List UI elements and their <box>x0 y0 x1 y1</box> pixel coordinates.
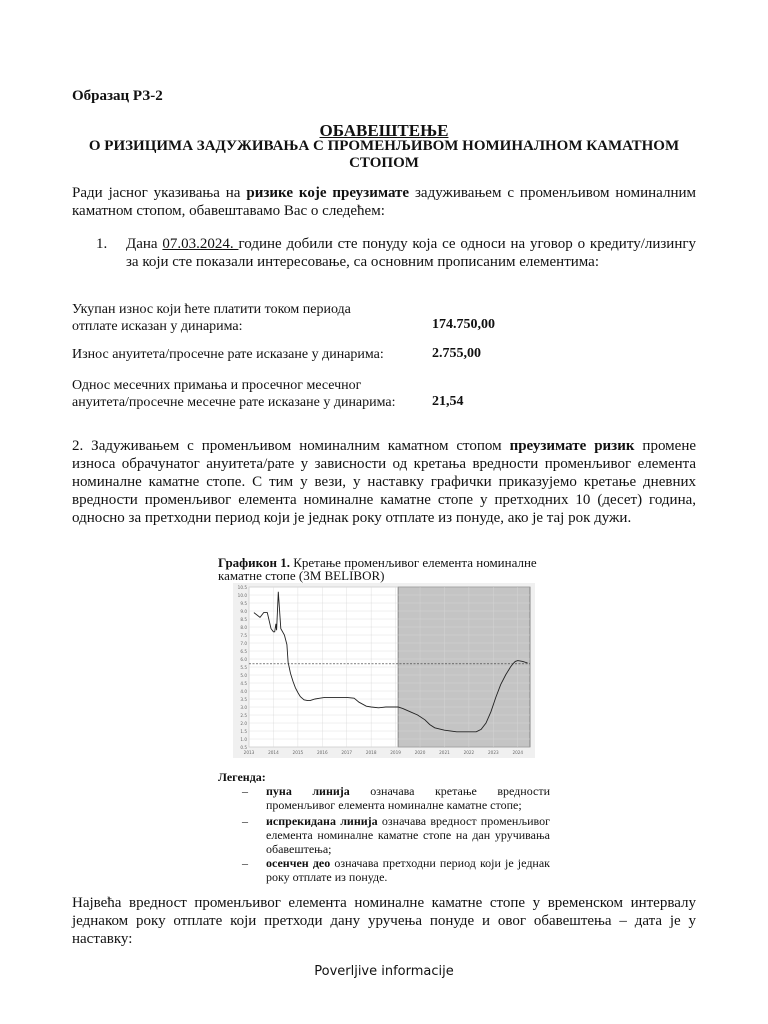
legend-bullet: – <box>242 784 248 798</box>
offer-date: 07.03.2024. <box>162 236 239 252</box>
x-tick-label: 2013 <box>243 750 255 755</box>
subtitle-line-1: О РИЗИЦИМА ЗАДУЖИВАЊА С ПРОМЕНЉИВОМ НОМИНАЛНОМ КАМАТНОМ <box>88 138 680 154</box>
document-title: ОБАВЕШТЕЊЕ <box>319 121 449 140</box>
annuity-label: Износ ануитета/просечне рате исказане у динарима: <box>72 347 384 362</box>
y-tick-label: 10.5 <box>237 585 247 590</box>
y-tick-label: 2.0 <box>240 721 247 726</box>
income-ratio-label-line-2: ануитета/просечне месечне рате исказане у динарима: <box>72 395 396 410</box>
closing-paragraph: Највећа вредност променљивог елемента номиналне каматне стопе у временском интервалу једнаком року отплате који претходи дану уручења понуде и овог обавештења – дата је у наставку: <box>72 895 696 947</box>
x-tick-label: 2020 <box>414 750 426 755</box>
item-2-bold: преузимате ризик <box>509 438 635 454</box>
y-tick-label: 4.5 <box>240 681 247 686</box>
belibor-chart <box>233 583 535 758</box>
x-tick-label: 2021 <box>439 750 450 755</box>
item-2-number: 2. <box>72 438 84 454</box>
legend-solid-term: пуна линија <box>266 784 350 798</box>
intro-text: Ради јасног указивања на <box>72 185 247 201</box>
legend-item-solid <box>242 784 550 812</box>
legend-item-dashed <box>242 814 550 856</box>
chart-caption-text: Кретање променљивог елемента номиналне каматне стопе (3М BELIBOR) <box>218 555 537 583</box>
legend-shaded-text: означава претходни период који је једнак року отплате из понуде. <box>266 856 550 884</box>
legend-item-shaded <box>242 856 550 884</box>
item-2 <box>72 437 696 527</box>
y-tick-label: 8.5 <box>240 617 247 622</box>
legend-dashed-term: испрекидана линија <box>266 814 378 828</box>
y-tick-label: 0.5 <box>240 745 247 750</box>
x-tick-label: 2015 <box>292 750 304 755</box>
intro-paragraph <box>72 184 696 220</box>
y-tick-label: 3.0 <box>240 705 247 710</box>
legend-dashed-text: означава вредност променљивог елемента номиналне каматне стопе на дан уручивања обавештења; <box>266 814 550 856</box>
total-amount-value: 174.750,00 <box>432 317 495 332</box>
item-1-text-end: године добили сте понуду која се односи на уговор о кредиту/лизингу за који сте показали интересовање, са основним прописаним елементима: <box>126 236 697 270</box>
total-amount-label <box>72 301 351 335</box>
intro-bold: ризике које преузимате <box>246 185 410 201</box>
total-amount-label-line-2: отплате исказан у динарима: <box>72 319 243 334</box>
y-tick-label: 6.0 <box>240 657 247 662</box>
document-subtitle <box>72 138 696 172</box>
annuity-value: 2.755,00 <box>432 346 481 361</box>
x-tick-label: 2014 <box>268 750 279 755</box>
x-tick-label: 2023 <box>488 750 499 755</box>
x-tick-label: 2017 <box>341 750 353 755</box>
income-ratio-value: 21,54 <box>432 394 464 409</box>
x-tick-label: 2016 <box>316 750 328 755</box>
item-2-text: Задуживањем с променљивом номиналним каматном стопом <box>83 438 510 454</box>
y-tick-label: 7.5 <box>240 633 247 638</box>
y-tick-label: 10.0 <box>237 593 247 598</box>
income-ratio-label-line-1: Однос месечних примања и просечног месечног <box>72 378 362 393</box>
y-tick-label: 1.0 <box>240 737 247 742</box>
y-tick-label: 9.5 <box>240 601 247 606</box>
item-2-text-end: промене износа обрачунатог ануитета/рате у зависности од кретања вредности променљивог елемента номиналне каматне стопе. С тим у вези, у наставку графички приказујемо кретање дневних вредности променљивог елемента номиналне каматне стопе у претходних 10 (десет) година, односно за претходни период који је једнак року отплате из понуде, ако је тај рок дужи. <box>72 438 697 526</box>
subtitle-line-2: СТОПОМ <box>349 155 419 171</box>
y-tick-label: 4.0 <box>240 689 247 694</box>
legend-bullet: – <box>242 814 248 828</box>
item-1 <box>96 235 696 271</box>
y-tick-label: 3.5 <box>240 697 247 702</box>
y-tick-label: 2.5 <box>240 713 247 718</box>
form-code: Образац РЗ-2 <box>72 88 163 104</box>
x-tick-label: 2022 <box>463 750 475 755</box>
legend-shaded-term: осенчен део <box>266 856 331 870</box>
total-amount-label-line-1: Укупан износ који ћете платити током периода <box>72 302 351 317</box>
item-1-text: Дана <box>126 236 163 252</box>
y-tick-label: 6.5 <box>240 649 247 654</box>
y-tick-label: 8.0 <box>240 625 247 630</box>
intro-text-end: задуживањем с променљивом номиналним каматном стопом, обавештавамо Вас о следећем: <box>72 185 696 219</box>
income-ratio-label <box>72 377 396 411</box>
y-tick-label: 5.5 <box>240 665 247 670</box>
x-tick-label: 2019 <box>390 750 401 755</box>
chart-caption <box>218 556 550 582</box>
legend-bullet: – <box>242 856 248 870</box>
y-tick-label: 7.0 <box>240 641 247 646</box>
legend-solid-text: означава кретање вредности променљивог елемента номиналне каматне стопе; <box>266 784 550 812</box>
y-tick-label: 1.5 <box>240 729 247 734</box>
x-tick-label: 2018 <box>365 750 377 755</box>
item-1-number: 1. <box>96 236 108 252</box>
x-tick-label: 2024 <box>512 750 524 755</box>
y-tick-label: 9.0 <box>240 609 247 614</box>
legend-title: Легенда: <box>218 770 266 784</box>
y-tick-label: 5.0 <box>240 673 247 678</box>
chart-caption-bold: Графикон 1. <box>218 555 290 570</box>
footer-classification: Poverljive informacije <box>314 964 454 979</box>
